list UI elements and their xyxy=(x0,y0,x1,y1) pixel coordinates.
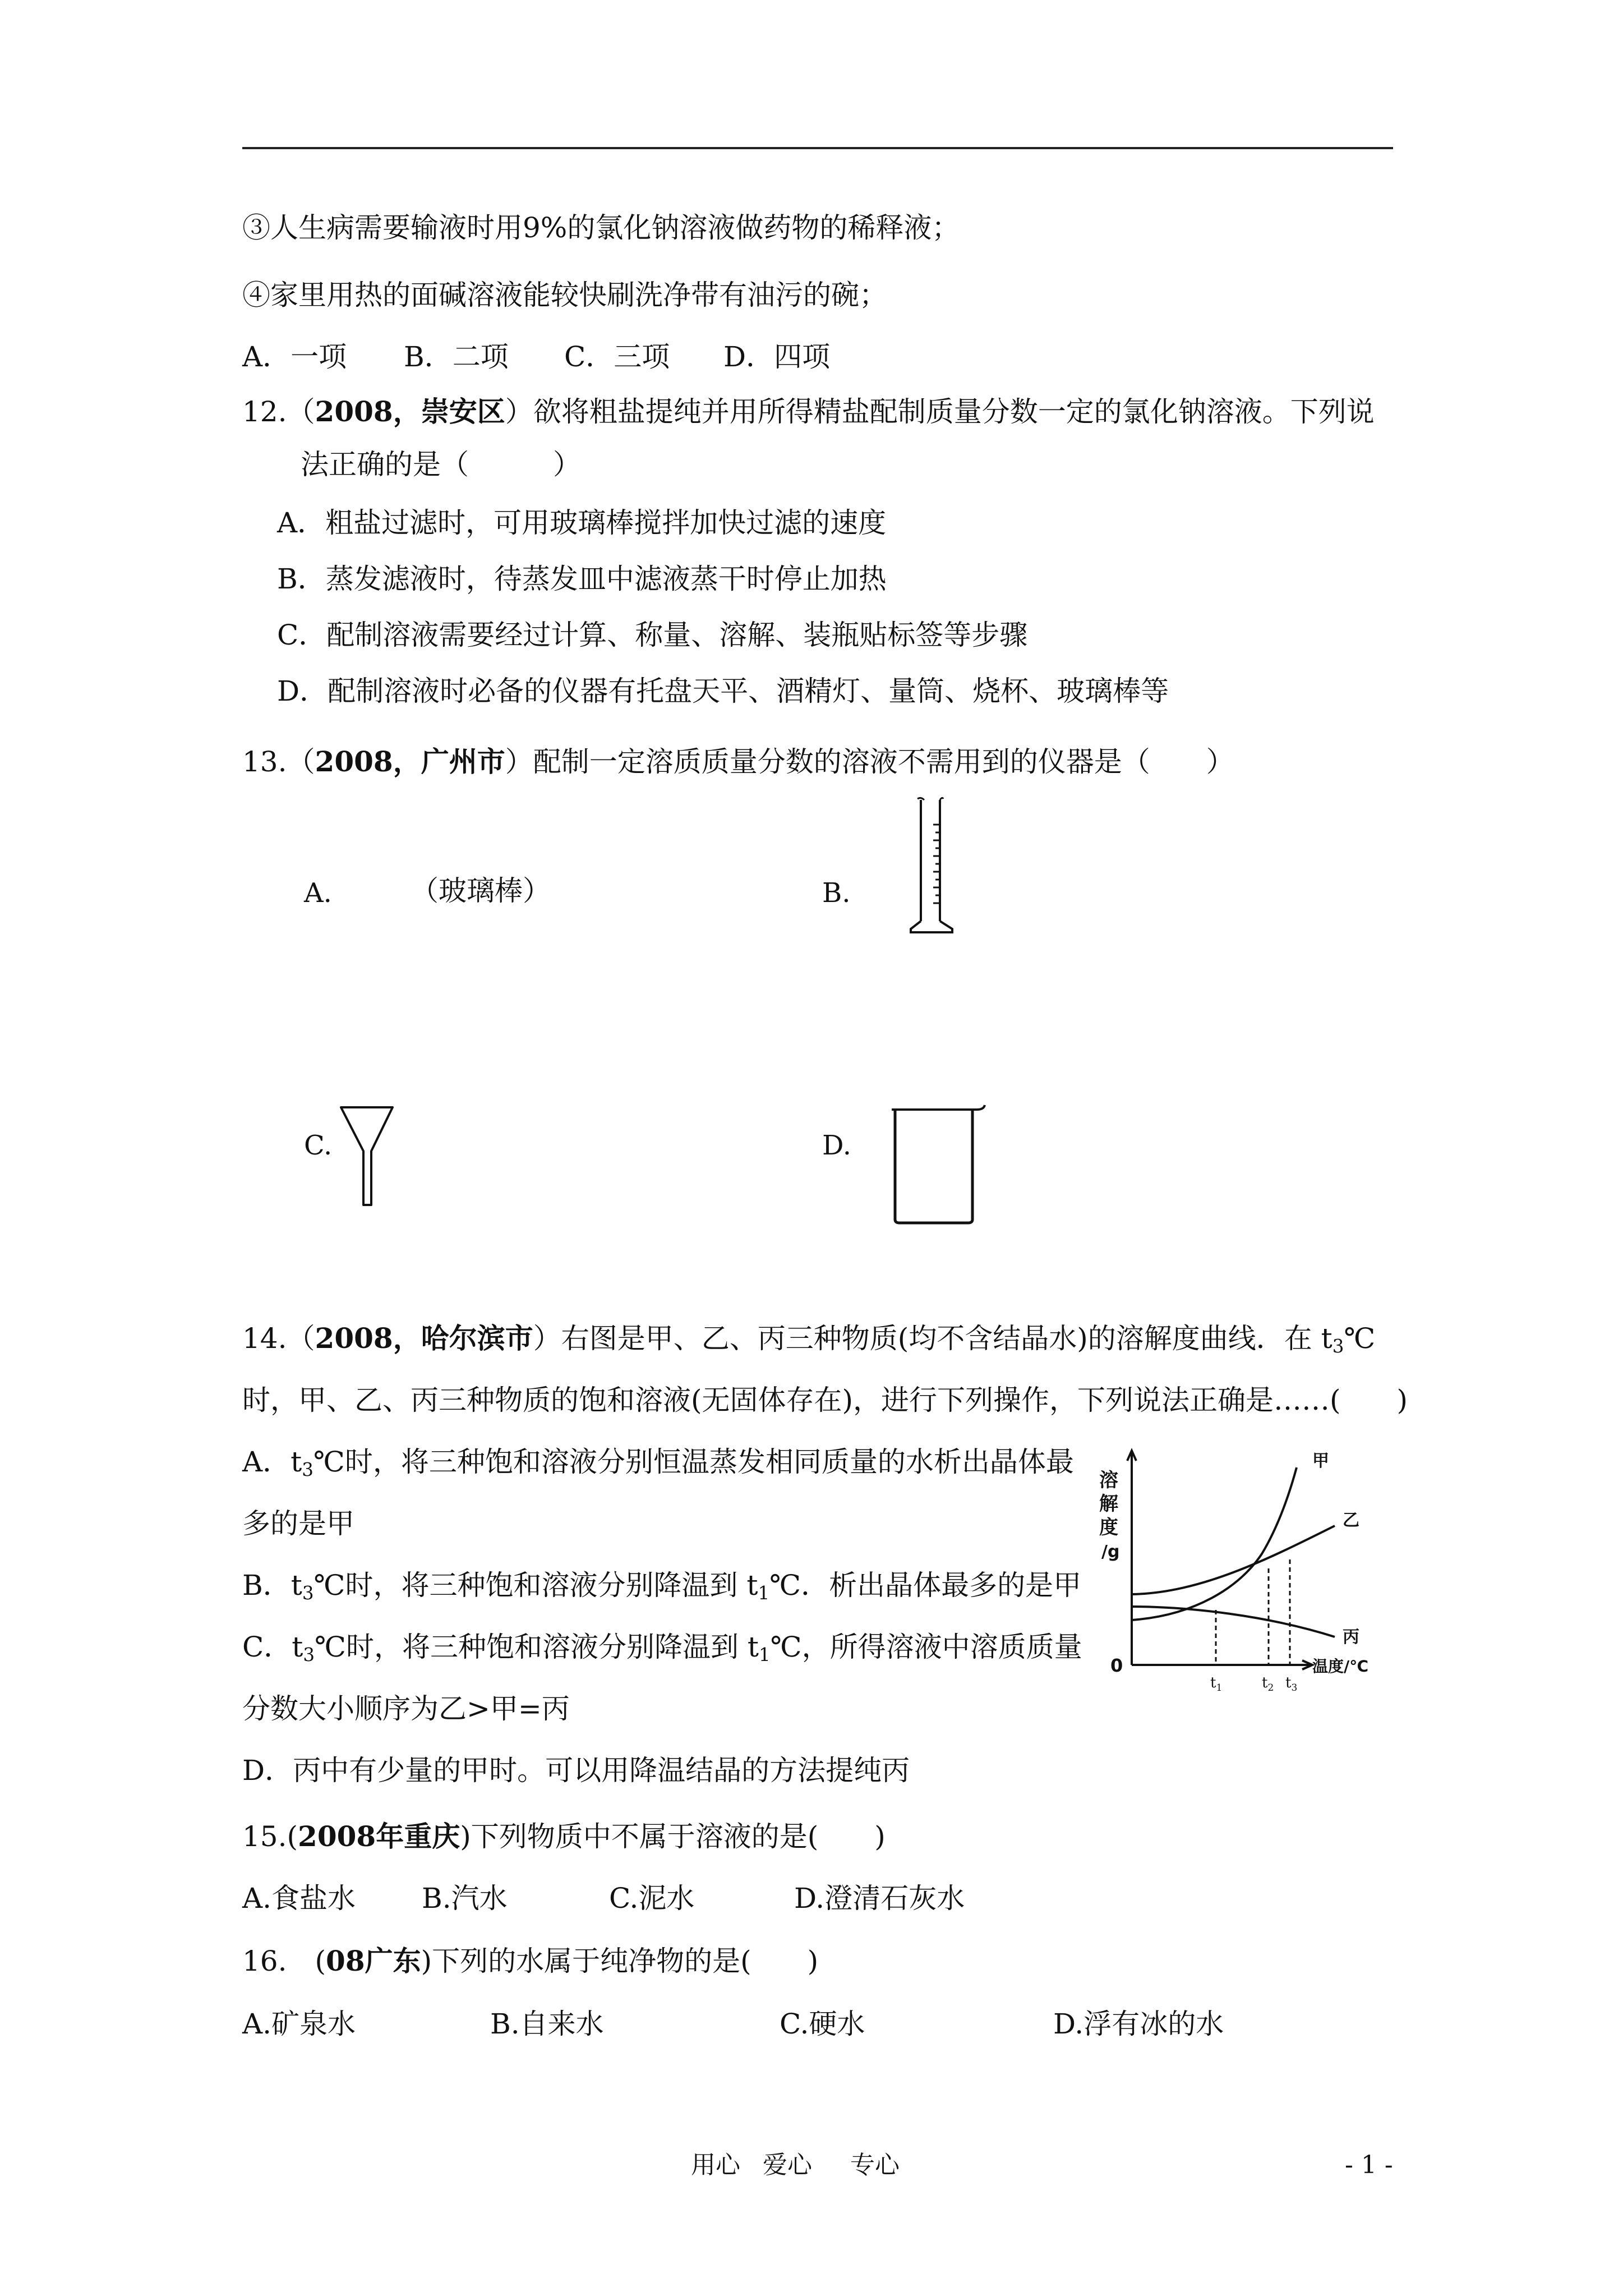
q12-source: 2008，崇安区 xyxy=(315,395,505,428)
q14-stem-text-a: ）右图是甲、乙、丙三种物质(均不含结晶水)的溶解度曲线．在 xyxy=(533,1322,1312,1355)
statement-3: ③人生病需要输液时用9%的氯化钠溶液做药物的稀释液； xyxy=(242,211,960,244)
tick-t2: $t_2$ xyxy=(1262,1674,1274,1694)
q15-option-b: B.汽水 xyxy=(422,1882,508,1915)
q13-option-a-text: （玻璃棒） xyxy=(411,875,551,907)
q14-option-b: B．$t_3℃$时，将三种饱和溶液分别降温到 $t_1℃$．析出晶体最多的是甲 xyxy=(242,1569,1082,1604)
q13-source: 2008，广州市 xyxy=(315,745,505,778)
q16-stem xyxy=(242,1944,818,1978)
q12-stem xyxy=(242,395,1375,429)
tick-t1: $t_1$ xyxy=(1210,1674,1223,1694)
q15-stem xyxy=(242,1820,886,1853)
graduated-cylinder-icon xyxy=(909,795,959,936)
y-label-char-3: 度 xyxy=(1099,1516,1118,1539)
q12-stem-a: ）欲将粗盐提纯并用所得精盐配制质量分数一定的氯化钠溶液。下列说 xyxy=(505,395,1375,428)
q15-option-a: A.食盐水 xyxy=(242,1882,356,1915)
q12-number: 12.（ xyxy=(242,395,315,428)
q14-stem-a xyxy=(242,1322,1375,1363)
solubility-graph xyxy=(1099,1447,1413,1711)
x-axis-label: 温度/℃ xyxy=(1312,1657,1369,1676)
q16-option-c: C.硬水 xyxy=(780,2008,865,2040)
q11-option-a: A．一项 xyxy=(242,341,347,373)
q14-stem-b: 时，甲、乙、丙三种物质的饱和溶液(无固体存在)，进行下列操作，下列说法正确是……( ) xyxy=(242,1384,1408,1416)
beaker-icon xyxy=(885,1104,986,1226)
q11-option-d: D．四项 xyxy=(723,341,831,373)
q14-option-a-line2: 多的是甲 xyxy=(242,1507,354,1540)
page-number: - 1 - xyxy=(1345,2151,1393,2179)
q16-option-d: D.浮有冰的水 xyxy=(1053,2008,1224,2040)
y-label-char-2: 解 xyxy=(1099,1493,1118,1515)
q12-option-b: B．蒸发滤液时，待蒸发皿中滤液蒸干时停止加热 xyxy=(277,563,887,595)
q14-option-a-line1: A．$t_3℃$时，将三种饱和溶液分别恒温蒸发相同质量的水析出晶体最 xyxy=(242,1446,1074,1481)
q13-stem-text: ）配制一定溶质质量分数的溶液不需用到的仪器是（ ） xyxy=(505,746,1234,778)
q16-option-a: A.矿泉水 xyxy=(242,2008,356,2040)
q14-option-d: D．丙中有少量的甲时。可以用降温结晶的方法提纯丙 xyxy=(242,1754,910,1787)
q13-stem xyxy=(242,745,1234,779)
q12-option-c: C．配制溶液需要经过计算、称量、溶解、装瓶贴标签等步骤 xyxy=(277,619,1028,651)
statement-4: ④家里用热的面碱溶液能较快刷洗净带有油污的碗； xyxy=(242,279,887,311)
q11-option-c: C．三项 xyxy=(564,341,670,373)
q15-number: 15.( xyxy=(242,1820,298,1853)
q16-option-b: B.自来水 xyxy=(490,2008,604,2040)
series-jia-label: 甲 xyxy=(1312,1451,1329,1471)
funnel-icon xyxy=(339,1104,395,1208)
q16-number: 16. ( xyxy=(242,1945,326,1977)
q15-option-c: C.泥水 xyxy=(609,1882,695,1915)
origin-label: 0 xyxy=(1110,1655,1123,1676)
q12-option-a: A．粗盐过滤时，可用玻璃棒搅拌加快过滤的速度 xyxy=(277,507,887,539)
q11-option-b: B．二项 xyxy=(404,341,509,373)
q13-option-a-label: A. xyxy=(304,877,332,909)
q14-option-c-line1: C．$t_3℃$时，将三种饱和溶液分别降温到 $t_1℃$，所得溶液中溶质质量 xyxy=(242,1631,1082,1666)
curve-bing xyxy=(1132,1607,1335,1637)
tick-t3: $t_3$ xyxy=(1285,1674,1298,1694)
q13-option-b-label: B. xyxy=(822,877,851,909)
curve-jia xyxy=(1132,1467,1297,1620)
header-rule xyxy=(242,147,1393,149)
q13-option-d-label: D. xyxy=(822,1130,852,1161)
q13-option-c-label: C. xyxy=(304,1130,333,1161)
q14-source: 2008，哈尔滨市 xyxy=(315,1322,533,1355)
series-yi-label: 乙 xyxy=(1343,1511,1359,1530)
q13-number: 13.（ xyxy=(242,746,315,778)
q15-source: 2008年重庆 xyxy=(298,1820,460,1853)
y-label-char-4: /g xyxy=(1101,1542,1120,1562)
q16-stem-text: )下列的水属于纯净物的是( ) xyxy=(421,1945,819,1977)
q12-option-d: D．配制溶液时必备的仪器有托盘天平、酒精灯、量筒、烧杯、玻璃棒等 xyxy=(277,675,1169,707)
y-label-char-1: 溶 xyxy=(1099,1469,1118,1492)
footer-motto-3: 专心 xyxy=(850,2151,900,2179)
footer-motto-1: 用心 xyxy=(691,2151,740,2179)
footer-motto-2: 爱心 xyxy=(763,2151,812,2179)
series-bing-label: 丙 xyxy=(1343,1627,1359,1647)
q16-source: 08广东 xyxy=(326,1944,421,1977)
q12-stem-b: 法正确的是（ ） xyxy=(301,448,581,481)
q14-number: 14.（ xyxy=(242,1322,315,1355)
q14-t3: $t_3℃$ xyxy=(1321,1322,1376,1358)
q14-option-c-line2: 分数大小顺序为乙>甲=丙 xyxy=(242,1692,570,1725)
q15-stem-text: )下列物质中不属于溶液的是( ) xyxy=(460,1820,886,1853)
q15-option-d: D.澄清石灰水 xyxy=(794,1882,965,1915)
